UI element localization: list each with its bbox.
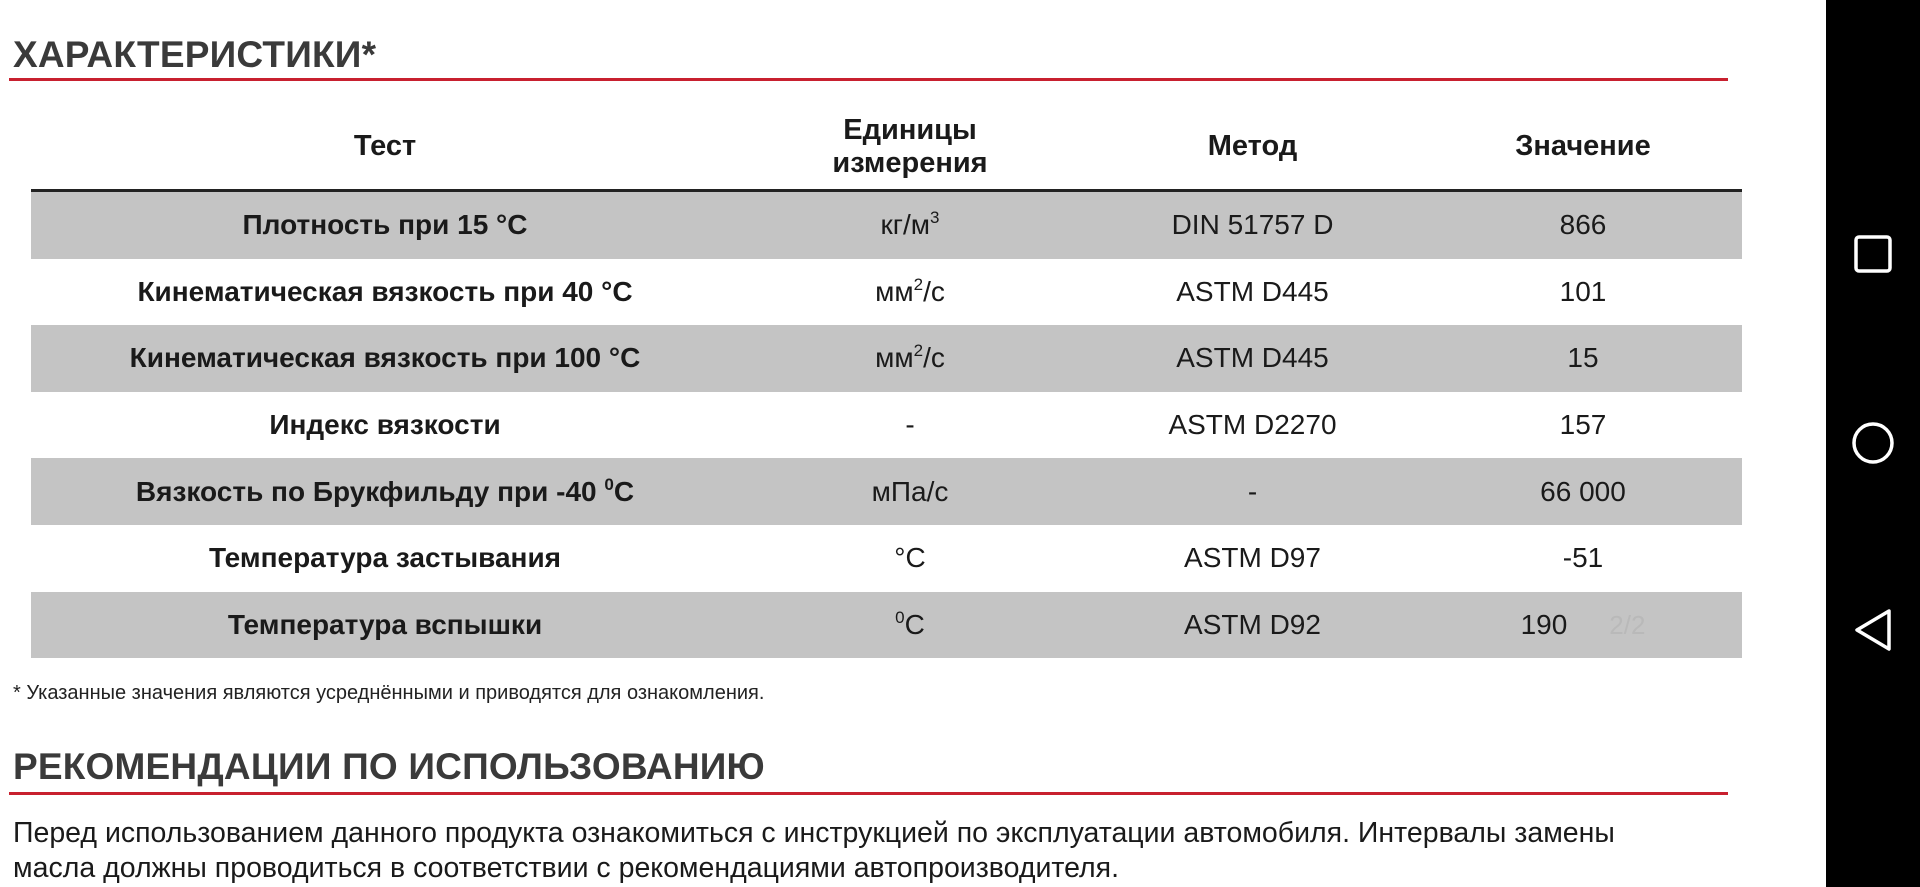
cell-method: ASTM D445: [1176, 342, 1329, 374]
section-title-recommendations: РЕКОМЕНДАЦИИ ПО ИСПОЛЬЗОВАНИЮ: [13, 746, 765, 787]
table-row: [31, 525, 1742, 592]
cell-unit: [739, 276, 1081, 308]
cell-test: Плотность при 15 °C: [242, 209, 528, 241]
unit-base: -: [905, 409, 915, 441]
recommendation-paragraph: [13, 816, 1763, 886]
spec-table: [31, 105, 1742, 658]
cell-unit: [739, 609, 1081, 641]
test-rest: C: [613, 475, 635, 507]
cell-value: 157: [1559, 409, 1607, 441]
cell-test: Температура застывания: [208, 542, 562, 574]
paragraph-line-2: масла должны проводиться в соответствии с рекомендациями автопроизводителя.: [13, 852, 1119, 884]
cell-test: Кинематическая вязкость при 40 °C: [137, 275, 633, 307]
cell-value: 101: [1559, 275, 1607, 307]
test-superscript: 0: [604, 474, 614, 494]
header-value: Значение: [1515, 130, 1651, 163]
unit-superscript: 3: [930, 208, 940, 228]
table-row: [31, 259, 1742, 326]
cell-unit: [739, 476, 1081, 508]
table-row: [31, 325, 1742, 392]
header-units-line1: Единицы: [843, 113, 977, 146]
triangle-back-icon: [1851, 607, 1895, 653]
cell-value: 66 000: [1540, 475, 1626, 507]
cell-method: -: [1247, 475, 1258, 507]
cell-unit: [739, 209, 1081, 241]
header-units: [739, 114, 1081, 181]
unit-rest: /с: [923, 342, 945, 374]
cell-method: ASTM D97: [1184, 542, 1321, 574]
recent-apps-button[interactable]: [1826, 207, 1920, 301]
section-divider: [9, 78, 1728, 81]
back-button[interactable]: [1826, 583, 1920, 677]
section-divider: [9, 792, 1728, 795]
cell-value: [1424, 609, 1742, 641]
square-recent-apps-icon: [1853, 234, 1893, 274]
unit-base: мм: [875, 342, 914, 374]
page-indicator: 2/2: [1609, 609, 1646, 640]
header-method: Метод: [1207, 130, 1298, 163]
unit-base: °C: [894, 542, 926, 574]
cell-value: -51: [1562, 542, 1604, 574]
cell-test: Температура вспышки: [227, 608, 543, 640]
cell-unit: [739, 342, 1081, 374]
unit-superscript: 0: [895, 607, 905, 627]
circle-home-icon: [1850, 420, 1896, 466]
cell-test: Индекс вязкости: [269, 409, 501, 441]
cell-test: Кинематическая вязкость при 100 °C: [129, 342, 641, 374]
cell-method: ASTM D445: [1176, 275, 1329, 307]
table-row: [31, 392, 1742, 459]
unit-base: мм: [875, 275, 914, 307]
cell-method: ASTM D92: [1184, 608, 1321, 640]
table-row: [31, 192, 1742, 259]
header-units-line2: измерения: [832, 147, 988, 179]
test-base: Вязкость по Брукфильду при -40: [135, 475, 605, 507]
android-nav-bar: [1826, 0, 1920, 887]
cell-value: 15: [1567, 342, 1599, 374]
value-text: 190: [1520, 608, 1568, 640]
header-test: Тест: [353, 130, 417, 163]
cell-unit: [739, 409, 1081, 441]
table-header: [31, 105, 1742, 192]
cell-method: DIN 51757 D: [1171, 209, 1334, 241]
unit-superscript: 2: [913, 274, 924, 294]
cell-unit: [739, 542, 1081, 574]
unit-rest: /с: [923, 275, 945, 307]
home-button[interactable]: [1826, 396, 1920, 490]
paragraph-line-1: Перед использованием данного продукта ознакомиться с инструкцией по эксплуатации автомобиля. Интервалы замены: [13, 817, 1615, 849]
footnote: * Указанные значения являются усреднёнными и приводятся для ознакомления.: [13, 682, 765, 704]
cell-test: [31, 476, 739, 508]
cell-method: ASTM D2270: [1168, 409, 1337, 441]
unit-rest: C: [904, 608, 925, 640]
table-row: [31, 458, 1742, 525]
unit-base: кг/м: [880, 209, 931, 241]
cell-value: 866: [1559, 209, 1607, 241]
unit-base: мПа/с: [871, 475, 949, 507]
unit-superscript: 2: [913, 341, 924, 361]
table-row: [31, 592, 1742, 659]
section-title-characteristics: ХАРАКТЕРИСТИКИ*: [13, 34, 377, 75]
